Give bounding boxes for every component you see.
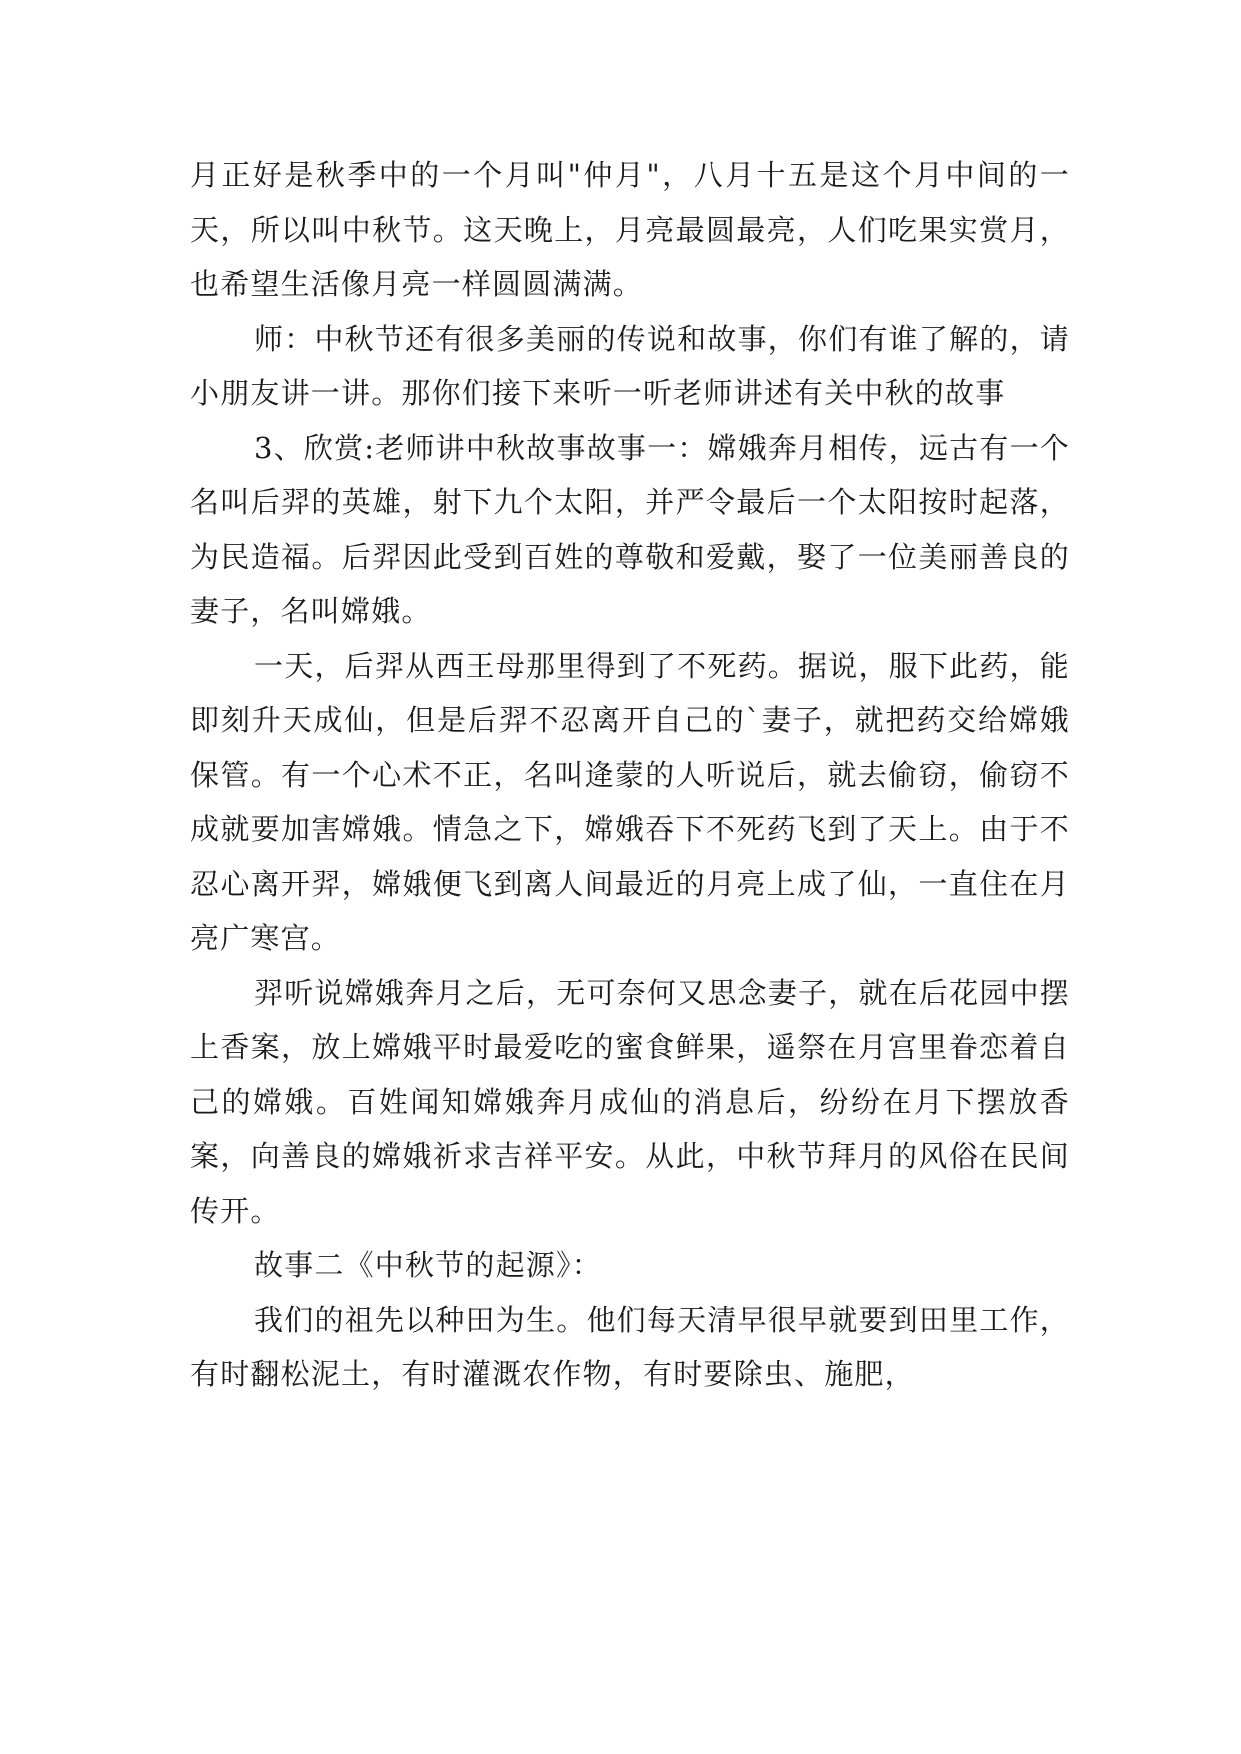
paragraph-4: 一天，后羿从西王母那里得到了不死药。据说，服下此药，能即刻升天成仙，但是后羿不忍离开自己的`妻子，就把药交给嫦娥保管。有一个心术不正，名叫逄蒙的人听说后，就去偷窃，偷窃不成就要加害嫦娥。情急之下，嫦娥吞下不死药飞到了天上。由于不忍心离开羿，嫦娥便飞到离人间最近的月亮上成了仙，一直住在月亮广寒宫。: [190, 648, 1070, 955]
paragraph-2: 师：中秋节还有很多美丽的传说和故事，你们有谁了解的，请小朋友讲一讲。那你们接下来听一听老师讲述有关中秋的故事: [190, 321, 1070, 410]
paragraph-7: 我们的祖先以种田为生。他们每天清早很早就要到田里工作，有时翻松泥土，有时灌溉农作物，有时要除虫、施肥，: [190, 1302, 1070, 1391]
paragraph-1: 月正好是秋季中的一个月叫"仲月"，八月十五是这个月中间的一天，所以叫中秋节。这天晚上，月亮最圆最亮，人们吃果实赏月，也希望生活像月亮一样圆圆满满。: [190, 158, 1070, 301]
paragraph-3: 3、欣赏:老师讲中秋故事故事一：嫦娥奔月相传，远古有一个名叫后羿的英雄，射下九个太阳，并严令最后一个太阳按时起落，为民造福。后羿因此受到百姓的尊敬和爱戴，娶了一位美丽善良的妻子，名叫嫦娥。: [190, 430, 1070, 628]
paragraph-5: 羿听说嫦娥奔月之后，无可奈何又思念妻子，就在后花园中摆上香案，放上嫦娥平时最爱吃的蜜食鲜果，遥祭在月宫里眷恋着自己的嫦娥。百姓闻知嫦娥奔月成仙的消息后，纷纷在月下摆放香案，向善良的嫦娥祈求吉祥平安。从此，中秋节拜月的风俗在民间传开。: [190, 975, 1070, 1228]
document-body: [190, 148, 1070, 1402]
paragraph-6: 故事二《中秋节的起源》：: [254, 1248, 602, 1282]
